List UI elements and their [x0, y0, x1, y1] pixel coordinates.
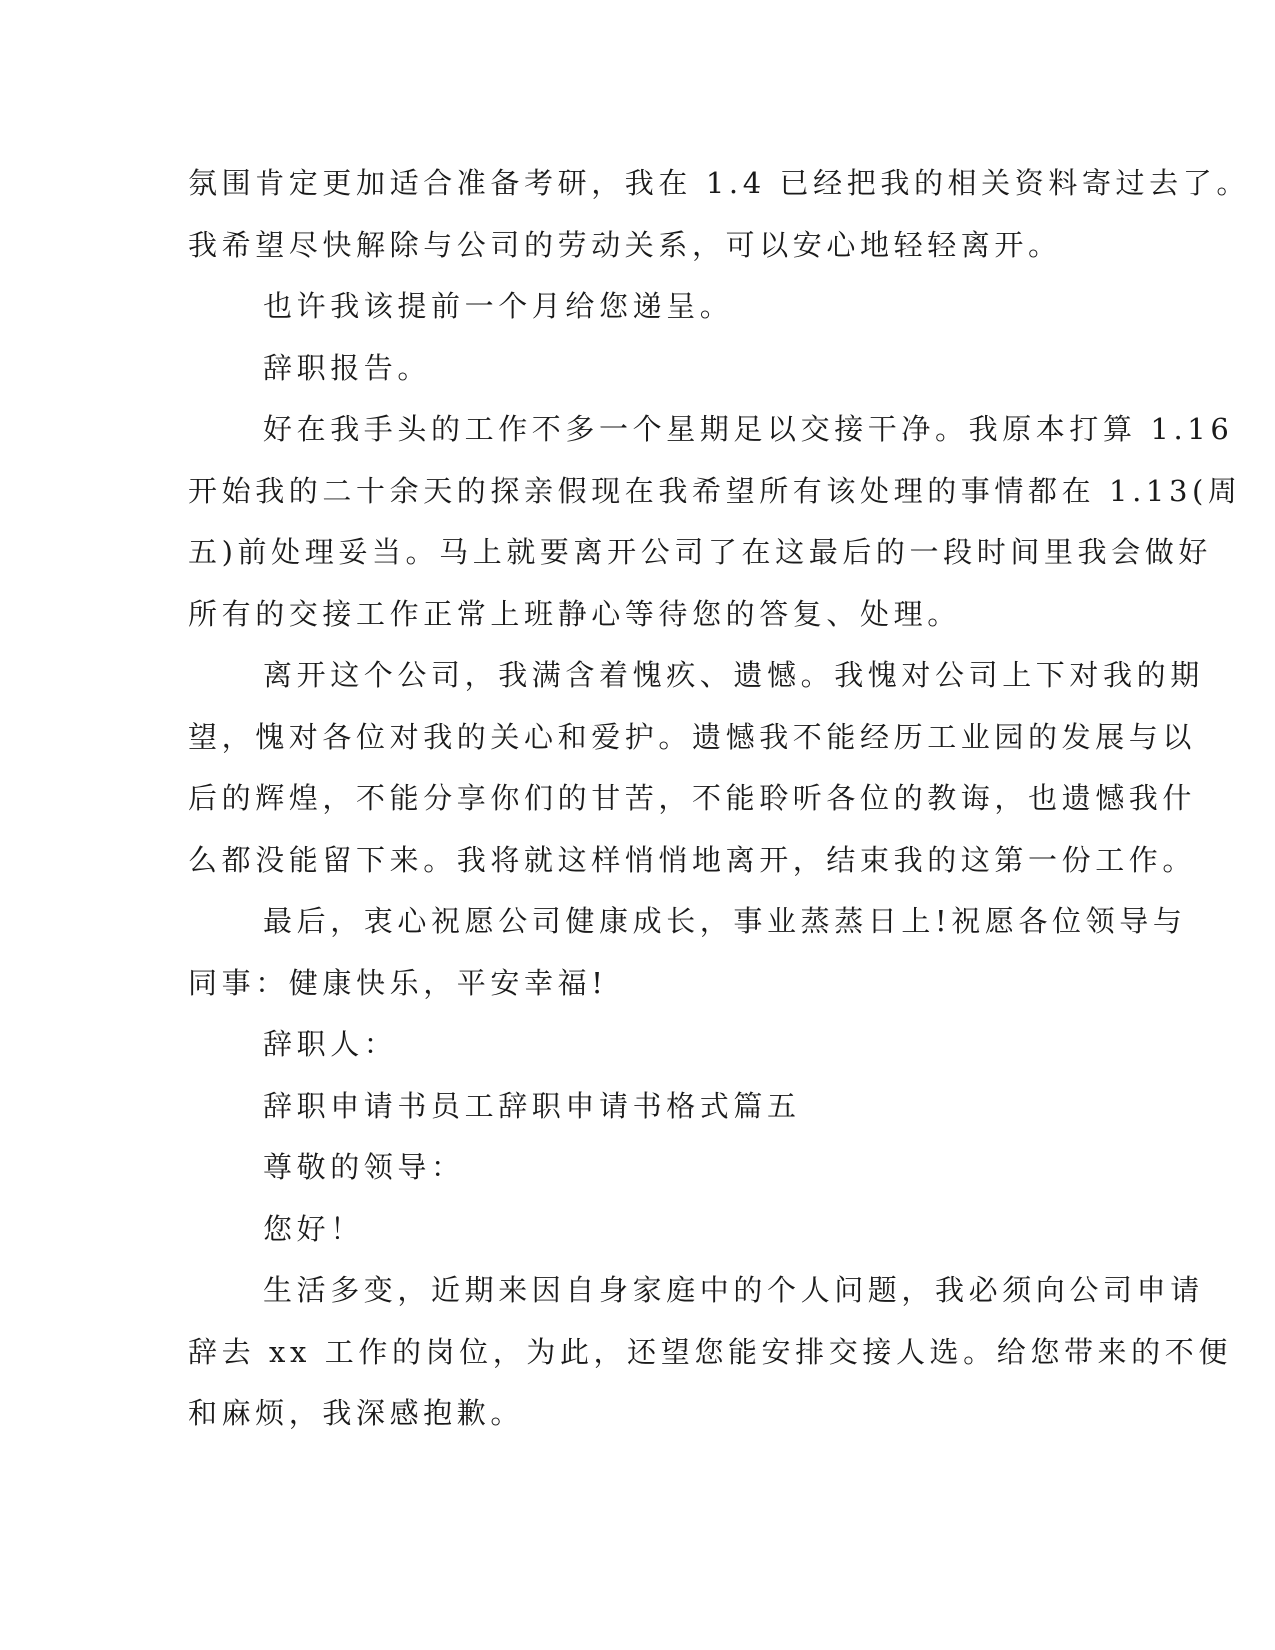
- text-line: 好在我手头的工作不多一个星期足以交接干净。我原本打算 1.16: [263, 412, 1234, 446]
- salutation: 尊敬的领导：: [263, 1150, 465, 1184]
- text-line: 五)前处理妥当。马上就要离开公司了在这最后的一段时间里我会做好: [188, 535, 1212, 569]
- text-line: 也许我该提前一个月给您递呈。: [263, 289, 734, 323]
- text-line: 么都没能留下来。我将就这样悄悄地离开，结束我的这第一份工作。: [188, 842, 1197, 877]
- text-line: 望，愧对各位对我的关心和爱护。遗憾我不能经历工业园的发展与以: [188, 719, 1197, 754]
- signature-label: 辞职人：: [263, 1027, 398, 1061]
- text-line: 辞职报告。: [263, 350, 432, 385]
- text-line: 氛围肯定更加适合准备考研，我在 1.4 已经把我的相关资料寄过去了。: [188, 166, 1250, 200]
- text-line: 最后，衷心祝愿公司健康成长，事业蒸蒸日上!祝愿各位领导与: [263, 904, 1187, 938]
- text-line: 生活多变，近期来因自身家庭中的个人问题，我必须向公司申请: [263, 1273, 1204, 1307]
- text-line: 所有的交接工作正常上班静心等待您的答复、处理。: [188, 596, 961, 631]
- section-title: 辞职申请书员工辞职申请书格式篇五: [263, 1088, 801, 1123]
- text-line: 后的辉煌，不能分享你们的甘苦，不能聆听各位的教诲，也遗憾我什: [188, 781, 1197, 815]
- text-line: 开始我的二十余天的探亲假现在我希望所有该处理的事情都在 1.13(周: [188, 473, 1242, 508]
- text-line: 我希望尽快解除与公司的劳动关系，可以安心地轻轻离开。: [188, 227, 1062, 262]
- text-line: 同事：健康快乐，平安幸福!: [188, 965, 608, 1000]
- text-line: 和麻烦，我深感抱歉。: [188, 1396, 525, 1430]
- document-body: [188, 153, 1250, 1445]
- text-line: 辞去 xx 工作的岗位，为此，还望您能安排交接人选。给您带来的不便: [188, 1334, 1232, 1369]
- text-line: 离开这个公司，我满含着愧疚、遗憾。我愧对公司上下对我的期: [263, 658, 1204, 692]
- greeting: 您好！: [263, 1211, 364, 1246]
